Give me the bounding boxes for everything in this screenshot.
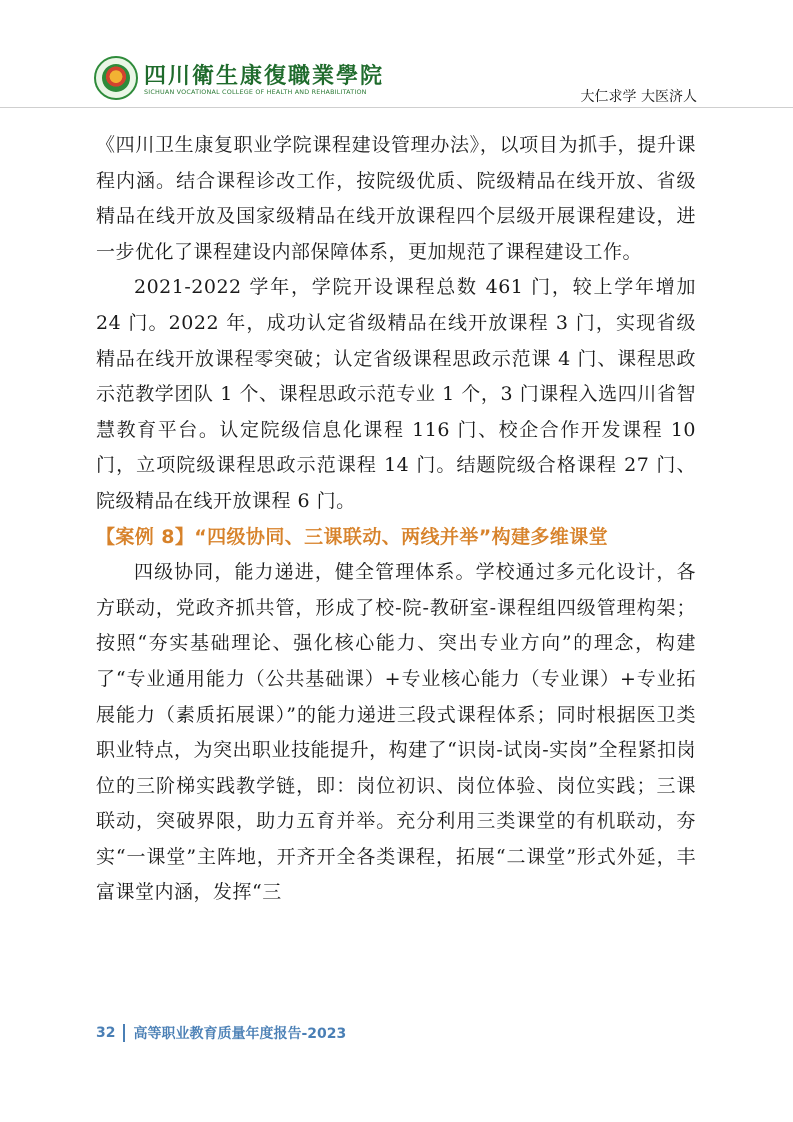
footer-divider	[123, 1024, 125, 1042]
page-header	[0, 0, 793, 110]
paragraph-course-management: 《四川卫生康复职业学院课程建设管理办法》，以项目为抓手，提升课程内涵。结合课程诊改工作，按院级优质、院级精品在线开放、省级精品在线开放及国家级精品在线开放课程四个层级开展课程建设，进一步优化了课程建设内部保障体系，更加规范了课程建设工作。	[96, 134, 696, 263]
school-name-cn: 四川衛生康復職業學院	[144, 63, 385, 89]
paragraph-case-description: 四级协同，能力递进，健全管理体系。学校通过多元化设计，各方联动，党政齐抓共管，形成了校-院-教研室-课程组四级管理构架；按照“夯实基础理论、强化核心能力、突出专业方向”的理念，构建了“专业通用能力（公共基础课）+专业核心能力（专业课）+专业拓展能力（素质拓展课）”的能力递进三段式课程体系；同时根据医卫类职业特点，为突出职业技能提升，构建了“识岗-试岗-实岗”全程紧扣岗位的三阶梯实践教学链，即：岗位初识、岗位体验、岗位实践；三课联动，突破界限，助力五育并举。充分利用三类课堂的有机联动，夯实“一课堂”主阵地，开齐开全各类课程，拓展“二课堂”形式外延，丰富课堂内涵，发挥“三	[96, 561, 696, 904]
page-content	[96, 128, 696, 911]
page-number: 32	[96, 1025, 116, 1041]
school-name-en: SICHUAN VOCATIONAL COLLEGE OF HEALTH AND REHABILITATION	[144, 88, 367, 96]
school-logo	[94, 56, 385, 104]
header-divider	[0, 107, 793, 108]
school-motto: 大仁求学 大医济人	[580, 89, 697, 105]
page-footer	[96, 1023, 346, 1045]
case-title: 【案例 8】“四级协同、三课联动、两线并举”构建多维课堂	[96, 525, 609, 548]
school-seal-icon	[94, 56, 138, 100]
report-title: 高等职业教育质量年度报告-2023	[133, 1026, 347, 1042]
paragraph-course-statistics: 2021-2022 学年，学院开设课程总数 461 门，较上学年增加 24 门。2022 年，成功认定省级精品在线开放课程 3 门，实现省级精品在线开放课程零突破；认定省级课程思政示范课 4 门、课程思政示范教学团队 1 个、课程思政示范专业 1 个，3 门课程入选四川省智慧教育平台。认定院级信息化课程 116 门、校企合作开发课程 10 门，立项院级课程思政示范课程 14 门。结题院级合格课程 27 门、院级精品在线开放课程 6 门。	[96, 276, 696, 512]
